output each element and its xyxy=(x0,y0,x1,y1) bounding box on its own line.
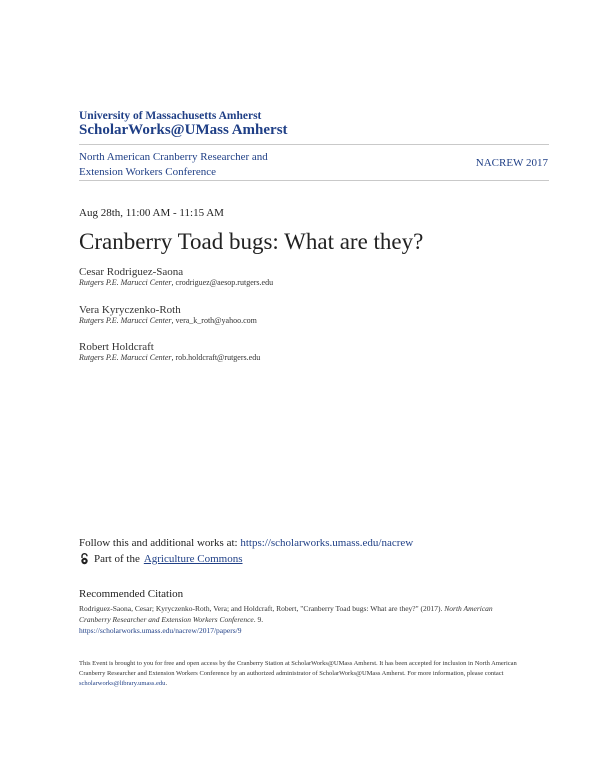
author-name: Cesar Rodriguez-Saona xyxy=(79,266,184,278)
part-of-line: Part of the Agriculture Commons xyxy=(79,553,243,565)
author-name: Robert Holdcraft xyxy=(79,341,154,353)
author-affiliation: Rutgers P.E. Marucci Center, rob.holdcraft@rutgers.edu xyxy=(79,353,261,362)
author-affiliation: Rutgers P.E. Marucci Center, vera_k_roth@yahoo.com xyxy=(79,316,257,325)
author-name: Vera Kyryczenko-Roth xyxy=(79,304,181,316)
collection-link[interactable]: https://scholarworks.umass.edu/nacrew xyxy=(240,537,414,549)
event-datetime: Aug 28th, 11:00 AM - 11:15 AM xyxy=(79,207,224,219)
citation-text: Rodriguez-Saona, Cesar; Kyryczenko-Roth, Vera; and Holdcraft, Robert, "Cranberry Toad bugs: What are they?" (2017). North American Cranberry Researcher and Extension Workers Conference. 9. https://scholarworks.umass.edu/nacrew/2017/papers/9 xyxy=(79,604,493,635)
divider-top xyxy=(79,144,549,145)
contact-email-link[interactable]: scholarworks@library.umass.edu xyxy=(79,680,166,687)
repository-name[interactable]: ScholarWorks@UMass Amherst xyxy=(79,122,288,138)
event-title: Cranberry Toad bugs: What are they? xyxy=(79,229,424,254)
open-access-icon xyxy=(79,553,90,565)
institution-name: University of Massachusetts Amherst xyxy=(79,110,262,122)
author-affiliation: Rutgers P.E. Marucci Center, crodriguez@aesop.rutgers.edu xyxy=(79,278,274,287)
recommended-citation-heading: Recommended Citation xyxy=(79,588,184,600)
discipline-link[interactable]: Agriculture Commons xyxy=(143,553,243,565)
collection-name[interactable]: North American Cranberry Researcher and Extension Workers Conference xyxy=(79,151,268,178)
access-notice: This Event is brought to you for free and open access by the Cranberry Station at ScholarWorks@UMass Amherst. It has been accepted for inclusion in North American Cranberry Researcher and Extension Workers Conference by an authorized administrator of ScholarWorks@UMass Amherst. For more information, please contact scholarworks@library.umass.edu. xyxy=(79,660,517,687)
citation-link[interactable]: https://scholarworks.umass.edu/nacrew/2017/papers/9 xyxy=(79,626,242,635)
collection-abbr[interactable]: NACREW 2017 xyxy=(475,157,548,169)
author-block-3 xyxy=(79,341,260,362)
author-block-1 xyxy=(79,266,273,287)
divider-bottom xyxy=(79,180,549,181)
author-block-2 xyxy=(79,304,257,325)
follow-line: Follow this and additional works at: https://scholarworks.umass.edu/nacrew xyxy=(79,537,414,549)
